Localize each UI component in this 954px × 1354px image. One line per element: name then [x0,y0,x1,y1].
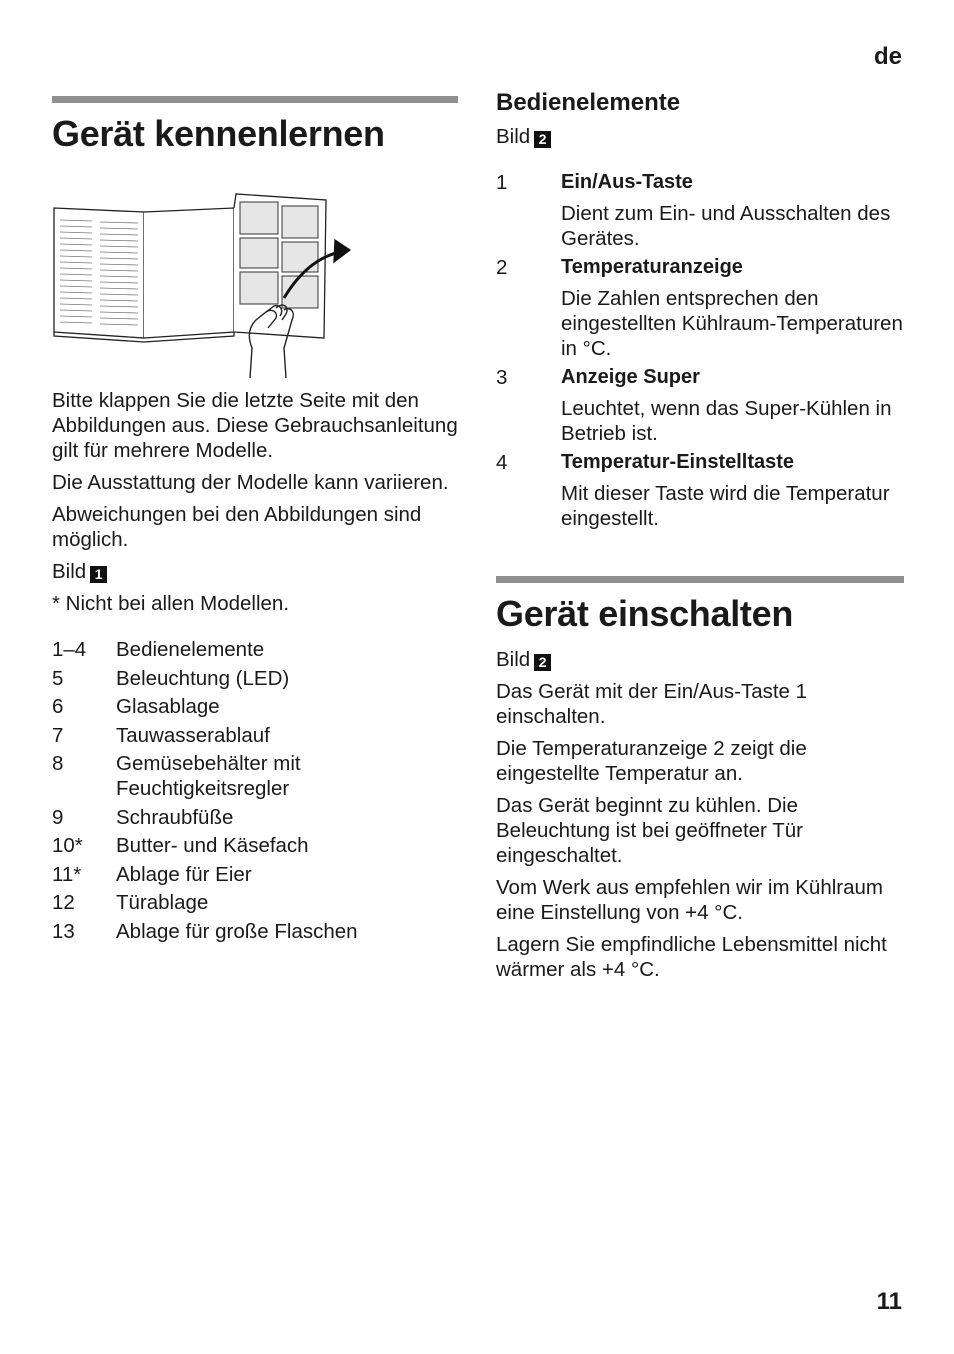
list-item [52,890,458,915]
intro-paragraph: Abweichungen bei den Abbildungen sind möglich. [52,503,422,551]
body-paragraph: Vom Werk aus empfehlen wir im Kühlraum eine Einstellung von +4 °C. [496,876,883,924]
section-title-einschalten: Gerät einschalten [496,593,794,634]
control-title: Temperatur-Einstelltaste [561,451,795,474]
body-paragraph: Das Gerät beginnt zu kühlen. Die Beleuchtung ist bei geöffneter Tür eingeschaltet. [496,794,803,867]
control-number: 2 [496,256,508,280]
control-description: Leuchtet, wenn das Super-Kühlen in Betrieb ist. [561,397,892,446]
list-item [52,805,458,830]
section-rule [496,576,904,583]
figure-label: Bild [496,125,531,149]
list-item [52,833,458,858]
controls-list [496,170,904,531]
figure-number-badge: 2 [534,654,551,671]
body-paragraph: Das Gerät mit der Ein/Aus-Taste 1 einschalten. [496,680,808,728]
item-number: 1–4 [52,638,87,661]
item-text: Türablage [116,891,209,914]
control-title: Anzeige Super [561,366,700,389]
item-text: Butter- und Käsefach [116,834,309,857]
item-number: 8 [52,752,64,775]
body-paragraph: Die Temperaturanzeige 2 zeigt die eingestellte Temperatur an. [496,737,807,785]
intro-paragraph: Bitte klappen Sie die letzte Seite mit den Abbildungen aus. Diese Gebrauchsanleitung gilt für mehrere Modelle. [52,389,458,462]
control-number: 4 [496,451,508,475]
intro-paragraph: Die Ausstattung der Modelle kann variieren. [52,471,449,494]
page-number: 11 [876,1288,902,1315]
section-title-bedienelemente: Bedienelemente [496,89,681,116]
control-number: 1 [496,171,508,195]
parts-list [52,637,458,944]
item-number: 11* [52,862,82,886]
section-rule [52,96,458,103]
control-description: Mit dieser Taste wird die Temperatur eingestellt. [561,482,890,531]
control-title: Ein/Aus-Taste [561,171,693,194]
item-number: 6 [52,695,64,718]
item-number: 12 [52,891,75,914]
figure-reference [52,559,458,584]
list-item [52,862,458,887]
item-text: Tauwasserablauf [116,723,270,747]
item-number: 7 [52,723,64,747]
figure-label: Bild [52,560,87,583]
item-number: 5 [52,666,64,690]
figure-label: Bild [496,648,531,671]
list-item [52,637,458,662]
figure-number-badge: 2 [534,131,551,148]
item-text: Bedienelemente [116,638,265,661]
item-number: 10* [52,834,83,857]
item-text: Gemüsebehälter mit Feuchtigkeitsregler [116,752,301,800]
control-item [496,365,904,446]
body-paragraph: Lagern Sie empfindliche Lebensmittel nicht wärmer als +4 °C. [496,933,887,981]
figure-reference [496,647,904,672]
item-number: 13 [52,919,75,943]
control-item [496,450,904,531]
control-description: Die Zahlen entsprechen den eingestellten Kühlraum-Temperaturen in °C. [561,287,903,361]
item-number: 9 [52,805,64,829]
control-item [496,255,904,361]
fold-out-illustration [52,188,352,383]
item-text: Beleuchtung (LED) [116,666,290,690]
item-text: Glasablage [116,695,220,718]
list-item [52,694,458,719]
item-text: Schraubfüße [116,805,234,829]
language-label: de [873,43,902,70]
section-title-kennenlernen: Gerät kennenlernen [52,113,385,154]
list-item [52,723,458,748]
footnote: * Nicht bei allen Modellen. [52,592,290,615]
list-item [52,751,458,801]
figure-reference [496,124,904,149]
control-description: Dient zum Ein- und Ausschalten des Gerätes. [561,202,891,251]
control-item [496,170,904,251]
item-text: Ablage für große Flaschen [116,919,358,943]
figure-number-badge: 1 [90,566,107,583]
control-number: 3 [496,366,508,390]
list-item [52,666,458,691]
list-item [52,919,458,944]
control-title: Temperaturanzeige [561,256,743,279]
item-text: Ablage für Eier [116,862,252,886]
